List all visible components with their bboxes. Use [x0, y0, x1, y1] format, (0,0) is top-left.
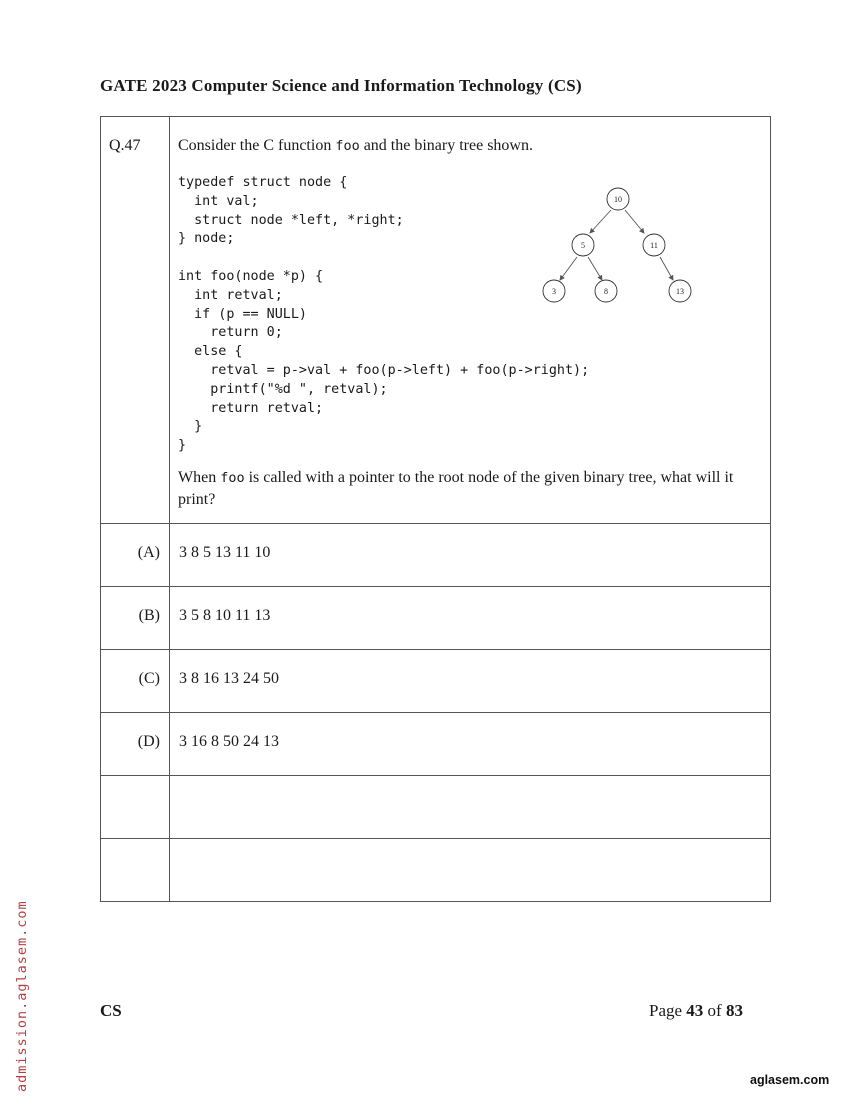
option-label-cell: [101, 587, 170, 650]
option-label: (C): [138, 670, 160, 687]
footer-page-number: [649, 1001, 743, 1021]
page-prefix: Page: [649, 1001, 687, 1020]
option-text: 3 8 5 13 11 10: [179, 544, 271, 561]
tree-node-3: [543, 280, 565, 302]
option-text: 3 16 8 50 24 13: [179, 733, 279, 750]
option-text-cell: [170, 650, 771, 713]
option-text: 3 5 8 10 11 13: [179, 607, 271, 624]
tree-node-5: [572, 234, 594, 256]
empty-row: [101, 776, 771, 839]
empty-cell: [101, 776, 170, 839]
tree-edge-11-13: [660, 257, 673, 280]
question-table: [100, 116, 771, 902]
tree-node-10: [607, 188, 629, 210]
stem-text-before: Consider the C function: [178, 137, 336, 154]
svg-text:10: 10: [614, 195, 622, 204]
option-text-cell: [170, 713, 771, 776]
prompt-text-before: When: [178, 469, 221, 486]
svg-text:8: 8: [604, 287, 608, 296]
option-text-cell: [170, 587, 771, 650]
footer-subject: CS: [100, 1001, 122, 1020]
option-text-cell: [170, 524, 771, 587]
empty-cell: [170, 776, 771, 839]
page-header-title: GATE 2023 Computer Science and Information Technology (CS): [100, 76, 582, 95]
svg-text:11: 11: [650, 241, 658, 250]
question-stem: [178, 137, 533, 155]
svg-text:3: 3: [552, 287, 556, 296]
tree-node-11: [643, 234, 665, 256]
option-label-cell: [101, 713, 170, 776]
svg-text:5: 5: [581, 241, 585, 250]
stem-code-inline: foo: [335, 138, 360, 154]
side-watermark: admission.aglasem.com: [14, 900, 30, 1092]
option-row-a: [101, 524, 771, 587]
option-label-cell: [101, 650, 170, 713]
page-current: 43: [686, 1001, 704, 1020]
option-label-cell: [101, 524, 170, 587]
option-row-b: [101, 587, 771, 650]
tree-edge-10-11: [625, 210, 644, 233]
option-label: (D): [137, 733, 160, 750]
option-label: (A): [137, 544, 160, 561]
question-body-cell: [170, 117, 771, 524]
option-row-c: [101, 650, 771, 713]
question-number-cell: [101, 117, 170, 524]
stem-text-after: and the binary tree shown.: [359, 137, 533, 154]
binary-tree-diagram: [530, 181, 720, 307]
brand-link[interactable]: aglasem.com: [750, 1073, 830, 1087]
code-listing: typedef struct node { int val; struct node *left, *right; } node; int foo(node *p) { int retval; if (p == NULL) return 0; else { retval = p->val + foo(p->left) + foo(p->right); printf("%d ", retval); return retval; } }: [178, 175, 590, 454]
empty-row: [101, 839, 771, 902]
tree-node-8: [595, 280, 617, 302]
option-label: (B): [138, 607, 160, 624]
option-row-d: [101, 713, 771, 776]
empty-cell: [170, 839, 771, 902]
empty-cell: [101, 839, 170, 902]
prompt-code-inline: foo: [220, 470, 245, 486]
question-row: [101, 117, 771, 524]
option-text: 3 8 16 13 24 50: [179, 670, 279, 687]
svg-text:13: 13: [676, 287, 684, 296]
question-prompt: [178, 467, 766, 510]
page-of: of: [703, 1001, 726, 1020]
tree-edge-5-8: [588, 257, 602, 280]
question-number: Q.47: [109, 137, 141, 154]
tree-node-13: [669, 280, 691, 302]
page-total: 83: [725, 1001, 743, 1020]
tree-edge-5-3: [560, 257, 577, 280]
tree-edge-10-5: [590, 210, 611, 233]
prompt-text-after: is called with a pointer to the root node of the given binary tree, what will it print?: [178, 469, 734, 508]
